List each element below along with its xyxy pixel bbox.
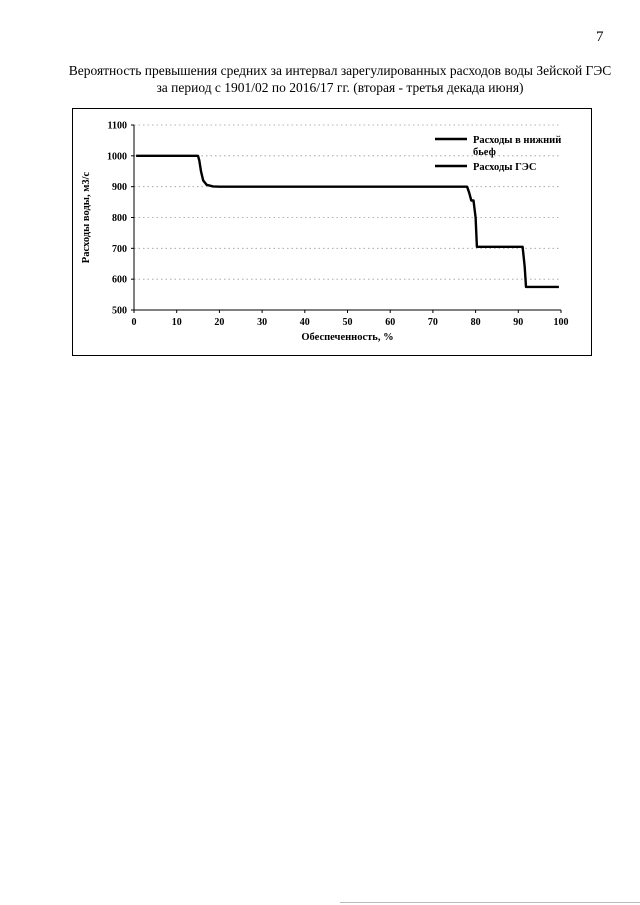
- y-tick-label-1000: 1000: [107, 151, 127, 163]
- legend-label-0-1: бьеф: [473, 147, 496, 158]
- x-tick-label-10: 10: [171, 317, 182, 328]
- x-tick-label-50: 50: [342, 317, 353, 328]
- chart-title-line-1: Вероятность превышения средних за интервал зарегулированных расходов воды Зейской ГЭС: [68, 63, 612, 78]
- axes: [131, 125, 561, 313]
- y-tick-label-600: 600: [112, 274, 127, 286]
- x-tick-label-40: 40: [299, 317, 310, 328]
- x-tick-label-20: 20: [214, 317, 225, 328]
- x-tick-label-90: 90: [513, 317, 524, 328]
- x-tick-label-0: 0: [131, 317, 137, 328]
- chart-title: [40, 62, 640, 96]
- y-tick-label-1100: 1100: [107, 120, 127, 132]
- page-number: 7: [596, 29, 604, 45]
- line-chart: [73, 109, 593, 357]
- y-tick-labels: [107, 121, 127, 317]
- series-line-0: [136, 156, 559, 287]
- chart-title-line-2: за период с 1901/02 по 2016/17 гг. (вторая - третья декада июня): [156, 80, 524, 95]
- chart-frame: [72, 108, 592, 356]
- x-tick-label-30: 30: [257, 317, 268, 328]
- legend: [435, 135, 561, 173]
- y-tick-label-800: 800: [112, 213, 127, 224]
- grid-lines: [134, 125, 561, 279]
- x-tick-label-100: 100: [553, 317, 569, 328]
- y-tick-label-900: 900: [112, 182, 127, 194]
- legend-label-1-0: Расходы ГЭС: [473, 162, 537, 173]
- series-lines: [136, 156, 559, 287]
- x-tick-label-70: 70: [427, 317, 438, 328]
- y-tick-label-500: 500: [112, 305, 127, 317]
- x-axis-label: Обеспеченность, %: [301, 332, 394, 343]
- x-tick-labels: [132, 317, 569, 328]
- footer-rule: [340, 902, 640, 903]
- x-tick-label-80: 80: [470, 317, 481, 328]
- y-tick-label-700: 700: [112, 243, 127, 255]
- y-axis-label: Расходы воды, м3/с: [81, 171, 92, 264]
- x-tick-label-60: 60: [385, 317, 396, 328]
- legend-label-0-0: Расходы в нижний: [473, 135, 562, 146]
